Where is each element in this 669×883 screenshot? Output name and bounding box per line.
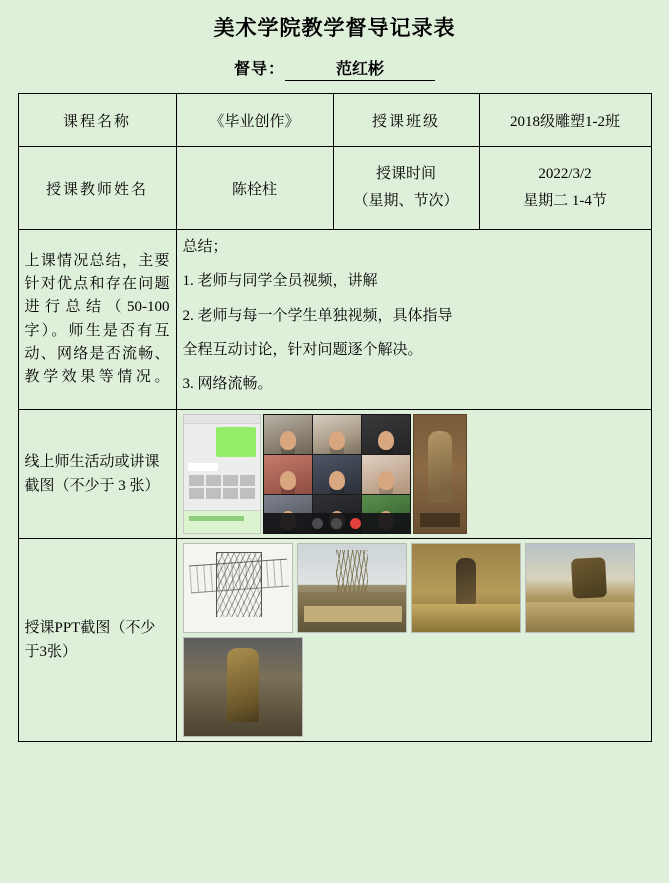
bronze-figure-shape — [227, 648, 259, 722]
participant-tile — [264, 455, 312, 494]
participant-face — [329, 471, 345, 490]
summary-line-3: 全程互动讨论，针对问题逐个解决。 — [182, 341, 423, 358]
microphone-icon — [312, 518, 323, 529]
teaching-date-value: 2022/3/2 — [538, 166, 592, 182]
video-meeting-grid-screenshot — [263, 414, 411, 534]
online-activity-label: 线上师生活动或讲课截图（不少于 3 张） — [18, 410, 176, 539]
ppt-bronze-figure-slide — [183, 637, 303, 737]
online-activity-screenshots — [176, 410, 651, 539]
class-label: 授课班级 — [333, 94, 479, 147]
participant-face — [329, 431, 345, 450]
ppt-desert-horse-slide — [525, 543, 635, 633]
summary-line-2: 2. 老师与每一个学生单独视频，具体指导 — [182, 307, 453, 324]
wechat-image-grid — [189, 475, 255, 499]
teacher-name-label: 授课教师姓名 — [18, 147, 176, 230]
ppt-screenshot-row — [183, 543, 645, 737]
ppt-screenshot-label: 授课PPT截图（不少于3张） — [18, 539, 176, 742]
wechat-header-bar — [184, 415, 260, 424]
screenshot-row — [183, 414, 645, 534]
wechat-grid-thumb — [240, 475, 255, 486]
hangup-icon — [350, 518, 361, 529]
sketch-figure-shape — [216, 552, 262, 617]
table-surface-shape — [412, 604, 520, 632]
participant-face — [378, 431, 394, 450]
horse-statue-shape — [570, 557, 606, 599]
meeting-control-bar — [264, 513, 410, 533]
summary-line-4: 3. 网络流畅。 — [182, 376, 273, 392]
record-table — [18, 93, 652, 742]
class-value: 2018级雕塑1-2班 — [479, 94, 651, 147]
teacher-name-value: 陈栓柱 — [176, 147, 333, 230]
course-name-label: 课程名称 — [18, 94, 176, 147]
teaching-time-value — [479, 147, 651, 230]
camera-icon — [331, 518, 342, 529]
ppt-sketch-slide — [183, 543, 293, 633]
wechat-grid-thumb — [223, 475, 238, 486]
ppt-screenshots — [176, 539, 651, 742]
teaching-time-label-line2: （星期、节次） — [353, 193, 459, 209]
table-row — [18, 539, 651, 742]
wechat-grid-thumb — [189, 488, 204, 499]
participant-face — [378, 471, 394, 490]
wechat-incoming-bubble — [188, 463, 218, 471]
table-row — [18, 410, 651, 539]
wechat-grid-thumb — [240, 488, 255, 499]
participant-tile — [313, 455, 361, 494]
statue-shape — [456, 558, 476, 604]
teaching-time-label — [333, 147, 479, 230]
teaching-period-value: 星期二 1-4节 — [523, 193, 607, 209]
supervisor-name: 范红彬 — [285, 56, 435, 81]
participant-tile — [362, 415, 410, 454]
wechat-chat-screenshot — [183, 414, 261, 534]
class-summary-content — [176, 230, 651, 410]
table-row — [18, 94, 651, 147]
ppt-indoor-statue-slide — [411, 543, 521, 633]
class-summary-label: 上课情况总结，主要针对优点和存在问题进行总结（50-100 字）。师生是否有互动、网络是否流畅、教学效果等情况。 — [18, 230, 176, 410]
sculpture-photo-screenshot — [413, 414, 467, 534]
participant-tile — [264, 415, 312, 454]
teaching-time-label-line1: 授课时间 — [375, 166, 436, 182]
participant-tile — [362, 455, 410, 494]
participant-tile — [313, 415, 361, 454]
summary-line-1: 1. 老师与同学全员视频，讲解 — [182, 273, 378, 290]
wechat-footer-bubble — [184, 510, 260, 533]
wechat-grid-thumb — [206, 475, 221, 486]
table-row — [18, 147, 651, 230]
participant-face — [280, 431, 296, 450]
wechat-grid-thumb — [223, 488, 238, 499]
table-row — [18, 230, 651, 410]
participant-face — [280, 471, 296, 490]
wechat-outgoing-bubble — [216, 427, 256, 457]
wechat-grid-thumb — [189, 475, 204, 486]
dune-shape — [526, 602, 634, 632]
foreground-bar-shape — [304, 606, 402, 622]
wechat-grid-thumb — [206, 488, 221, 499]
supervisor-label: 督导： — [233, 59, 285, 78]
summary-line-0: 总结； — [182, 239, 228, 255]
supervisor-line — [0, 56, 669, 81]
ppt-outdoor-tower-slide — [297, 543, 407, 633]
course-name-value: 《毕业创作》 — [176, 94, 333, 147]
page-title: 美术学院教学督导记录表 — [213, 16, 456, 40]
